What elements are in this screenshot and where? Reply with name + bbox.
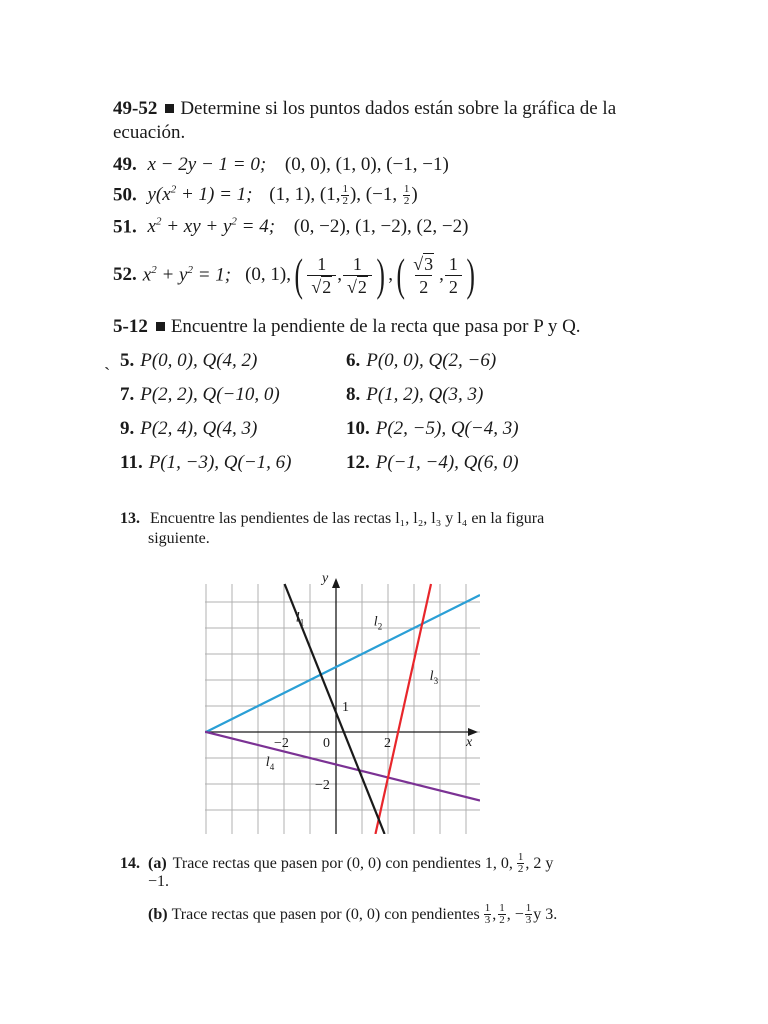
points-pair: P(1, 2), Q(3, 3) (366, 384, 484, 405)
fraction-1-2: $\frac{1}{2}$ (517, 851, 524, 875)
square-bullet-icon (156, 322, 165, 331)
problem-item (346, 418, 519, 440)
fraction-sqrt3-2: $\frac{√3}{2}$ (413, 253, 434, 297)
fraction-1-3: $\frac{1}{3}$ (525, 902, 532, 926)
points: (0, 0), (1, 0), (−1, −1) (284, 154, 449, 175)
problem-item (346, 452, 519, 474)
part-a-tag: (a) (148, 854, 167, 872)
points-pair: P(1, −3), Q(−1, 6) (148, 452, 292, 473)
points-pair: P(0, 0), Q(4, 2) (140, 350, 258, 371)
x-axis-label: x (466, 735, 473, 750)
tick-label-x-neg2: −2 (274, 736, 289, 751)
problem-number: 13. (120, 510, 140, 527)
problem-number: 51. (113, 216, 137, 238)
problem-item (120, 350, 257, 372)
tick-label-y-neg2: −2 (315, 778, 330, 793)
problem-item (120, 384, 280, 406)
problem-number: 5. (120, 350, 135, 371)
label-l4: l (265, 754, 270, 770)
tick-label-origin: 0 (323, 736, 330, 751)
equation: $y(x^2 + 1) = 1$; (147, 184, 253, 206)
points-pair: P(2, −5), Q(−4, 3) (375, 418, 519, 439)
line-l4 (205, 732, 480, 801)
problem-number: 49. (113, 154, 137, 175)
square-bullet-icon (165, 104, 174, 113)
label-l3: l (429, 669, 434, 684)
problem-number: 50. (113, 184, 137, 206)
line-l3 (375, 584, 431, 834)
points-pair: P(2, 4), Q(4, 3) (140, 418, 258, 439)
problem-item (120, 452, 291, 474)
equation: x − 2y − 1 = 0; (147, 154, 267, 175)
line-graph-figure (205, 572, 480, 834)
margin-mark: ˎ (104, 350, 111, 371)
problem-text: Encuentre las pendientes de las rectas l₁, l₂, l₃ y l₄ en la figura (150, 510, 545, 527)
points: (1, 1), (1, $\frac{1}{2}$ ), (−1, $\frac{1}{2}$ ) (269, 183, 418, 208)
y-axis-label: y (322, 572, 329, 586)
section-instruction: Encuentre la pendiente de la recta que pasa por P y Q. (170, 316, 581, 337)
problem-number: 12. (346, 452, 370, 473)
section-range: 5-12 (113, 316, 148, 337)
problem-number: 9. (120, 418, 135, 439)
label-l3-subscript: 3 (433, 676, 439, 686)
label-l4-subscript: 4 (269, 761, 275, 772)
problem-14a-cont: −1. (148, 873, 170, 890)
problem-14a (120, 852, 553, 875)
fraction-1-2: $\frac{1}{2}$ (445, 255, 462, 296)
plot-labels (266, 572, 473, 793)
tick-label-x-2: 2 (384, 736, 391, 751)
problem-number: 10. (346, 418, 370, 439)
part-b-text: Trace rectas que pasen por (0, 0) con pendientes (171, 905, 480, 923)
part-b-tag: (b) (148, 905, 168, 923)
points: (0, −2), (1, −2), (2, −2) (293, 216, 469, 238)
problem-number: 7. (120, 384, 135, 405)
problem-item (346, 384, 483, 406)
y-axis-arrow-icon (332, 578, 340, 588)
tick-label-y-1: 1 (342, 700, 349, 715)
equation: $x^2 + y^2 = 1$; (142, 263, 232, 286)
section-49-52-heading (113, 98, 616, 120)
problem-item (346, 350, 496, 372)
problem-number: 14. (120, 854, 140, 872)
fraction-1-sqrt2: $\frac{1}{√2}$ (307, 255, 336, 296)
problem-number: 6. (346, 350, 361, 371)
point-0-1: (0, 1), (245, 264, 292, 285)
points-pair: P(0, 0), Q(2, −6) (366, 350, 497, 371)
problem-number: 8. (346, 384, 361, 405)
problem-13-cont: siguiente. (148, 530, 210, 547)
problem-number: 11. (120, 452, 143, 473)
part-a-text: Trace rectas que pasen por (0, 0) con pendientes 1, 0, (172, 854, 513, 872)
points-pair: P(−1, −4), Q(6, 0) (375, 452, 519, 473)
problem-51 (113, 216, 468, 238)
problem-52: 52. $x^2 + y^2 = 1$; (0, 1), ( $\frac{1}{√2}$ , $\frac{1}{√2}$ ) , ( $\frac{√3}{2}$ , $\frac{1}{2}$ ) (113, 249, 475, 300)
equation: $x^2$ + xy + $y^2 = 4$; (147, 216, 276, 238)
section-instruction: Determine si los puntos dados están sobre la gráfica de la (180, 98, 617, 119)
label-l2: l (373, 614, 378, 630)
section-range: 49-52 (113, 98, 158, 119)
problem-14b: (b) Trace rectas que pasen por (0, 0) con pendientes $\frac{1}{3}$ , $\frac{1}{2}$ , − $\frac{1}{3}$ y 3. (148, 902, 558, 926)
part-a-text-end: , 2 y (525, 854, 554, 872)
fraction-1-sqrt2: $\frac{1}{√2}$ (343, 255, 372, 296)
fraction-1-2: $\frac{1}{2}$ (499, 902, 505, 926)
problem-49 (113, 154, 449, 176)
label-l2-subscript: 2 (377, 621, 383, 632)
problem-50 (113, 184, 418, 207)
section-instruction-cont: ecuación. (113, 122, 186, 143)
section-5-12-heading (113, 316, 581, 338)
label-l1-subscript: 1 (299, 617, 305, 628)
label-l1: l (295, 610, 300, 626)
problem-item (120, 418, 257, 440)
points-pair: P(2, 2), Q(−10, 0) (140, 384, 280, 405)
problem-number: 52. (113, 264, 137, 285)
problem-13 (120, 510, 544, 528)
fraction-1-3: $\frac{1}{3}$ (484, 902, 491, 926)
